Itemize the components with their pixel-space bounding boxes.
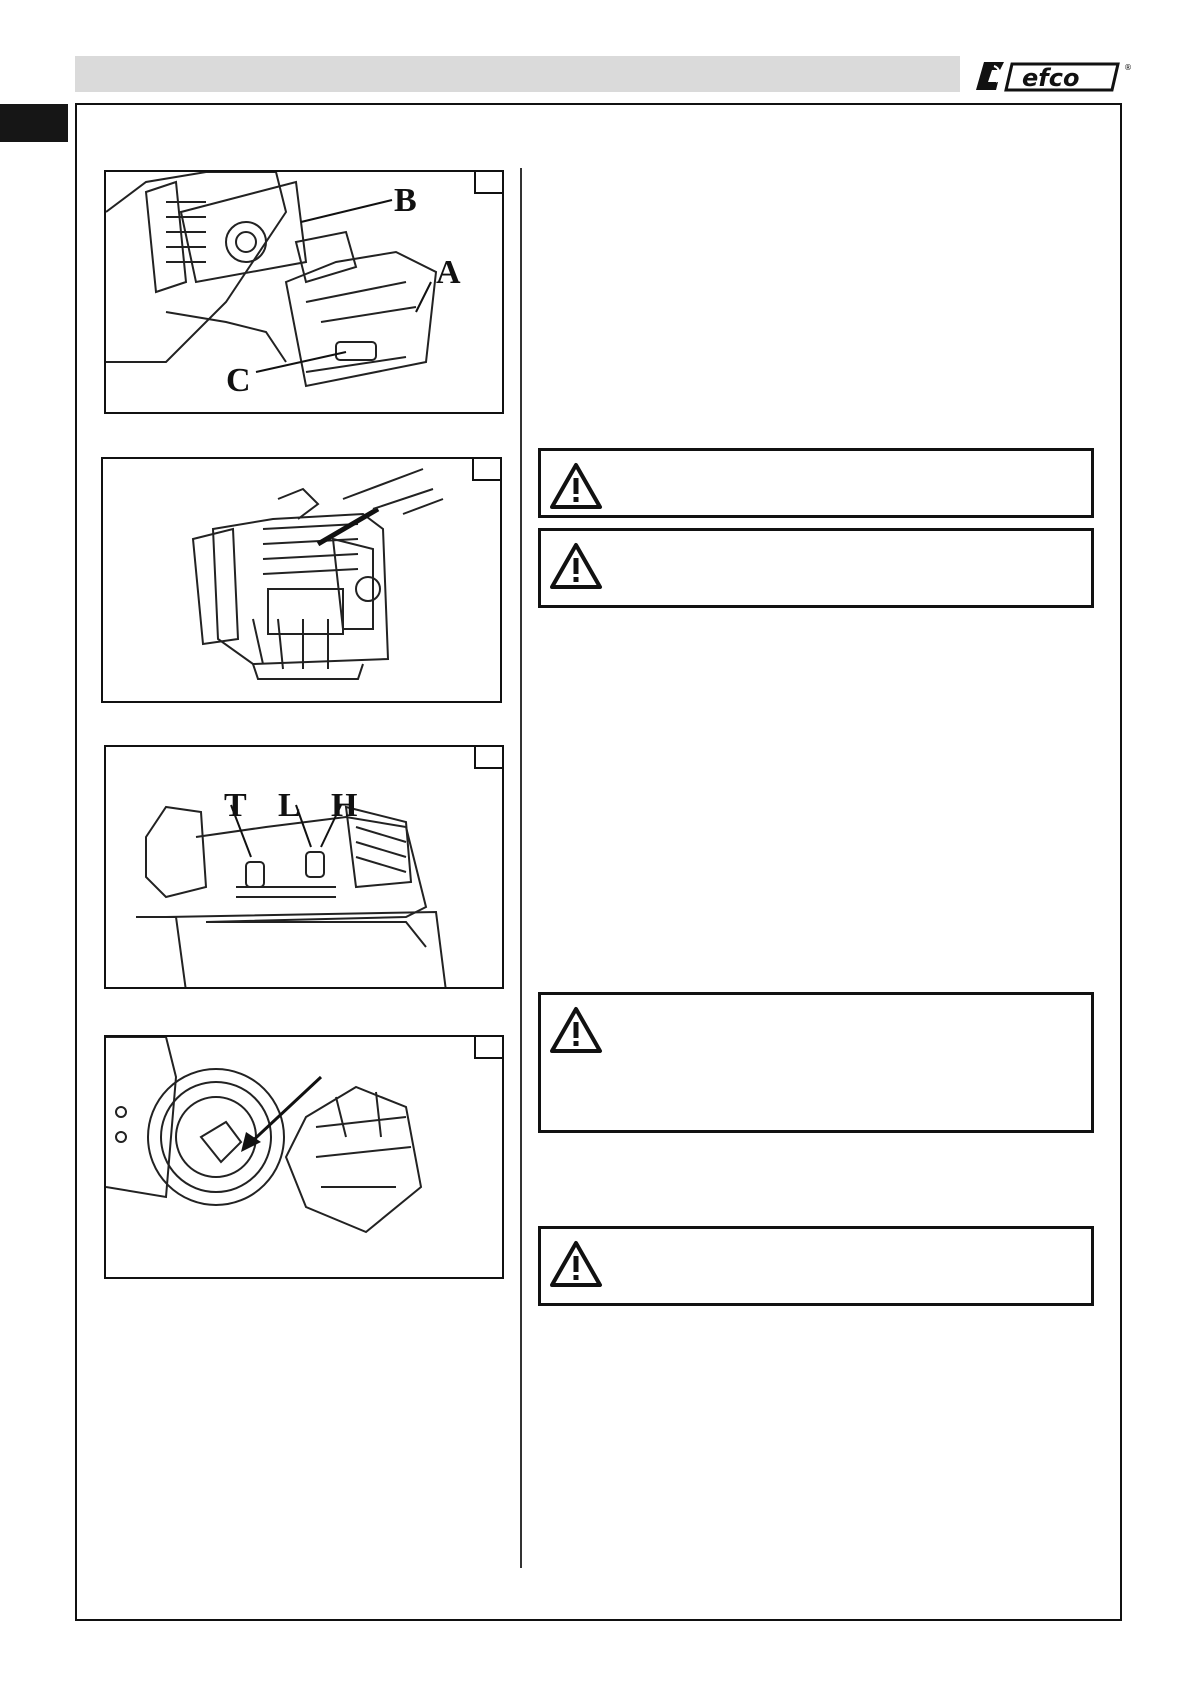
carburetor-illustration: [106, 747, 504, 989]
label-c: C: [226, 362, 251, 399]
warning-triangle-icon: [548, 541, 604, 591]
warning-box: [538, 992, 1094, 1133]
logo-wordmark: efco: [1022, 64, 1080, 92]
column-divider: [520, 168, 522, 1568]
figure-number-badge: [474, 1037, 502, 1059]
cylinder-cleaning-illustration: [103, 459, 502, 703]
label-l: L: [278, 787, 301, 824]
warning-box: [538, 448, 1094, 518]
figure-carburetor-screws: [104, 745, 504, 989]
figure-cover-removal: [104, 170, 504, 414]
warning-triangle-icon: [548, 461, 604, 511]
trademark-symbol: ®: [1124, 63, 1132, 72]
warning-triangle-icon: [548, 1239, 604, 1289]
warning-box: [538, 1226, 1094, 1306]
label-h: H: [331, 787, 358, 824]
figure-number-badge: [474, 747, 502, 769]
label-b: B: [394, 182, 417, 219]
header-bar: [75, 56, 960, 92]
warning-box: [538, 528, 1094, 608]
efco-logo: [970, 56, 1135, 96]
label-t: T: [224, 787, 247, 824]
figure-air-filter: [104, 1035, 504, 1279]
figure-cylinder-cleaning: [101, 457, 502, 703]
label-a: A: [436, 254, 461, 291]
warning-triangle-icon: [548, 1005, 604, 1055]
figure-number-badge: [472, 459, 500, 481]
cover-removal-illustration: [106, 172, 504, 414]
language-tab: [0, 104, 68, 142]
air-filter-illustration: [106, 1037, 504, 1279]
figure-number-badge: [474, 172, 502, 194]
